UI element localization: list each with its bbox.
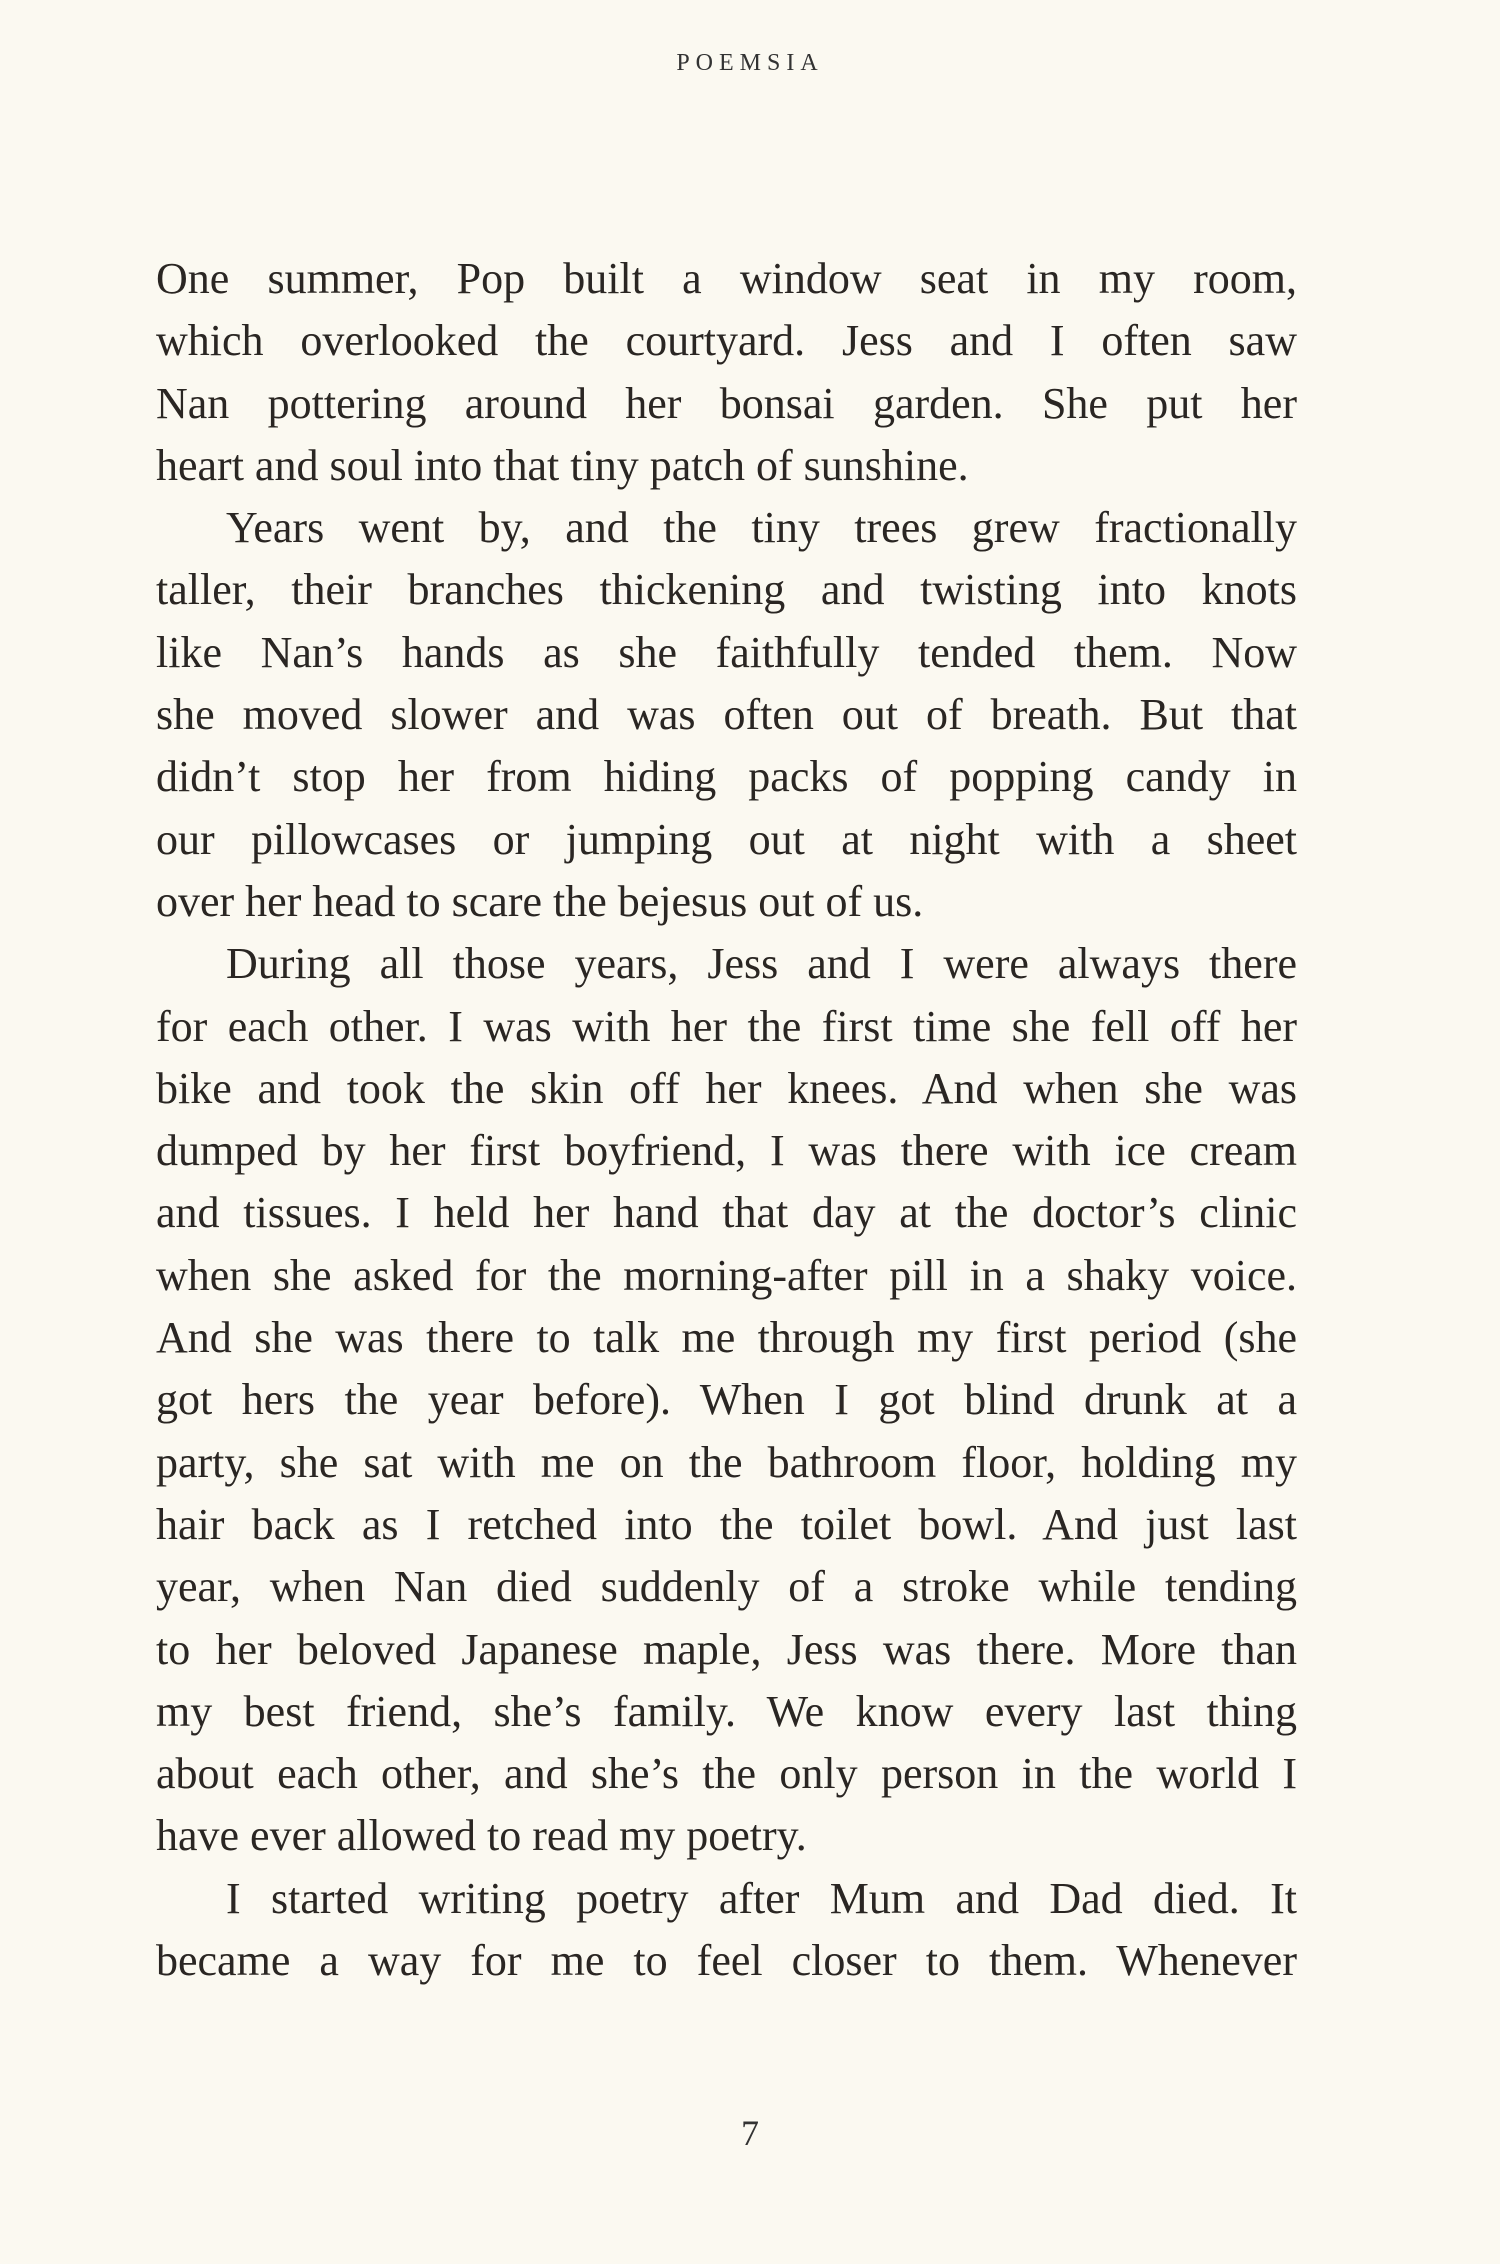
- text-line: One summer, Pop built a window seat in my room,: [156, 254, 1297, 303]
- text-line: over her head to scare the bejesus out of us.: [156, 876, 924, 926]
- text-line: my best friend, she’s family. We know every last thing: [156, 1686, 1297, 1736]
- text-line: I started writing poetry after Mum and Dad died. It: [226, 1873, 1297, 1923]
- text-line: got hers the year before). When I got blind drunk at a: [156, 1375, 1297, 1425]
- text-line: party, she sat with me on the bathroom floor, holding my: [156, 1437, 1297, 1487]
- text-line: when she asked for the morning-after pill in a shaky voice.: [156, 1250, 1297, 1300]
- running-head: POEMSIA: [676, 50, 824, 76]
- text-line: about each other, and she’s the only person in the world I: [156, 1749, 1297, 1799]
- page-number: 7: [741, 2113, 759, 2153]
- text-line: our pillowcases or jumping out at night with a sheet: [156, 814, 1297, 864]
- text-line: taller, their branches thickening and twisting into knots: [156, 565, 1297, 615]
- text-line: And she was there to talk me through my first period (she: [156, 1313, 1297, 1363]
- text-line: she moved slower and was often out of breath. But that: [156, 690, 1297, 740]
- text-line: for each other. I was with her the first time she fell off her: [156, 1001, 1297, 1051]
- text-line: Years went by, and the tiny trees grew fractionally: [226, 503, 1297, 553]
- text-line: to her beloved Japanese maple, Jess was there. More than: [156, 1624, 1297, 1674]
- text-line: like Nan’s hands as she faithfully tended them. Now: [156, 627, 1297, 677]
- text-line: which overlooked the courtyard. Jess and I often saw: [156, 316, 1297, 366]
- body-text: [156, 248, 1297, 1992]
- text-line: heart and soul into that tiny patch of sunshine.: [156, 440, 969, 490]
- text-line: didn’t stop her from hiding packs of popping candy in: [156, 752, 1297, 802]
- text-line: Nan pottering around her bonsai garden. She put her: [156, 378, 1297, 428]
- text-line: and tissues. I held her hand that day at the doctor’s clinic: [156, 1188, 1297, 1238]
- text-line: bike and took the skin off her knees. And when she was: [156, 1063, 1297, 1113]
- text-line: year, when Nan died suddenly of a stroke while tending: [156, 1562, 1297, 1612]
- text-line: hair back as I retched into the toilet bowl. And just last: [156, 1499, 1297, 1549]
- text-line: During all those years, Jess and I were always there: [226, 939, 1297, 989]
- text-line: became a way for me to feel closer to them. Whenever: [156, 1936, 1297, 1986]
- text-line: have ever allowed to read my poetry.: [156, 1811, 807, 1861]
- text-line: dumped by her first boyfriend, I was there with ice cream: [156, 1126, 1297, 1176]
